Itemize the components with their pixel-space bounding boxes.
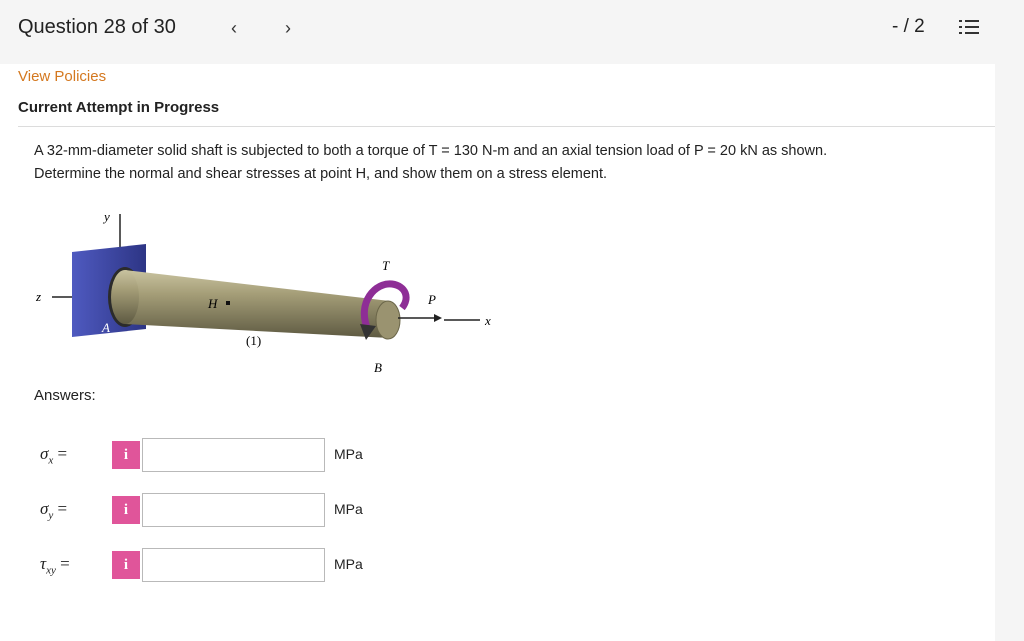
question-content xyxy=(0,64,995,641)
page-count: - / 2 xyxy=(892,16,925,37)
unit-label: MPa xyxy=(334,501,363,517)
axial-load-arrowhead xyxy=(434,314,442,322)
sigma-x-input[interactable] xyxy=(142,438,325,472)
axial-load-label: P xyxy=(428,292,436,307)
shaft-end-b xyxy=(376,301,400,339)
question-list-button[interactable] xyxy=(956,16,982,40)
info-icon[interactable]: i xyxy=(112,441,140,469)
answer-symbol: $\sigma_x$ = xyxy=(40,444,68,467)
tau-xy-input[interactable] xyxy=(142,548,325,582)
point-a-label: A xyxy=(102,320,110,335)
y-axis-label: y xyxy=(104,209,110,224)
answer-symbol: $\sigma_y$ = xyxy=(40,499,68,522)
answers-label: Answers: xyxy=(34,387,96,404)
question-label: Question 28 of 30 xyxy=(18,16,176,38)
info-icon[interactable]: i xyxy=(112,496,140,524)
unit-label: MPa xyxy=(334,446,363,462)
point-h-marker xyxy=(226,301,230,305)
point-h-label: H xyxy=(208,296,218,311)
top-bar xyxy=(0,0,1024,64)
unit-label: MPa xyxy=(334,556,363,572)
shaft-figure xyxy=(30,204,510,375)
torque-label: T xyxy=(382,258,390,273)
next-question-button[interactable] xyxy=(276,14,300,42)
chevron-left-icon: ‹ xyxy=(231,18,237,38)
member-label: (1) xyxy=(246,333,262,348)
shaft xyxy=(125,270,390,338)
problem-line-2: Determine the normal and shear stresses at point H, and show them on a stress element. xyxy=(34,166,608,182)
shaft-base-end xyxy=(111,270,139,324)
divider xyxy=(18,126,995,127)
z-axis-label: z xyxy=(36,289,42,304)
previous-question-button[interactable] xyxy=(222,14,246,42)
x-axis-label: x xyxy=(485,313,491,328)
problem-line-1: A 32-mm-diameter solid shaft is subjected to both a torque of T = 130 N-m and an axial tension load of P = 20 kN as shown. xyxy=(34,143,828,159)
attempt-status: Current Attempt in Progress xyxy=(18,99,220,116)
chevron-right-icon: › xyxy=(285,18,291,38)
answer-symbol: $\tau_{xy}$ = xyxy=(40,554,70,577)
info-icon[interactable]: i xyxy=(112,551,140,579)
list-menu-icon xyxy=(956,16,982,40)
point-b-label: B xyxy=(374,360,382,375)
view-policies-link[interactable]: View Policies xyxy=(18,68,107,85)
problem-statement xyxy=(34,140,934,186)
sigma-y-input[interactable] xyxy=(142,493,325,527)
